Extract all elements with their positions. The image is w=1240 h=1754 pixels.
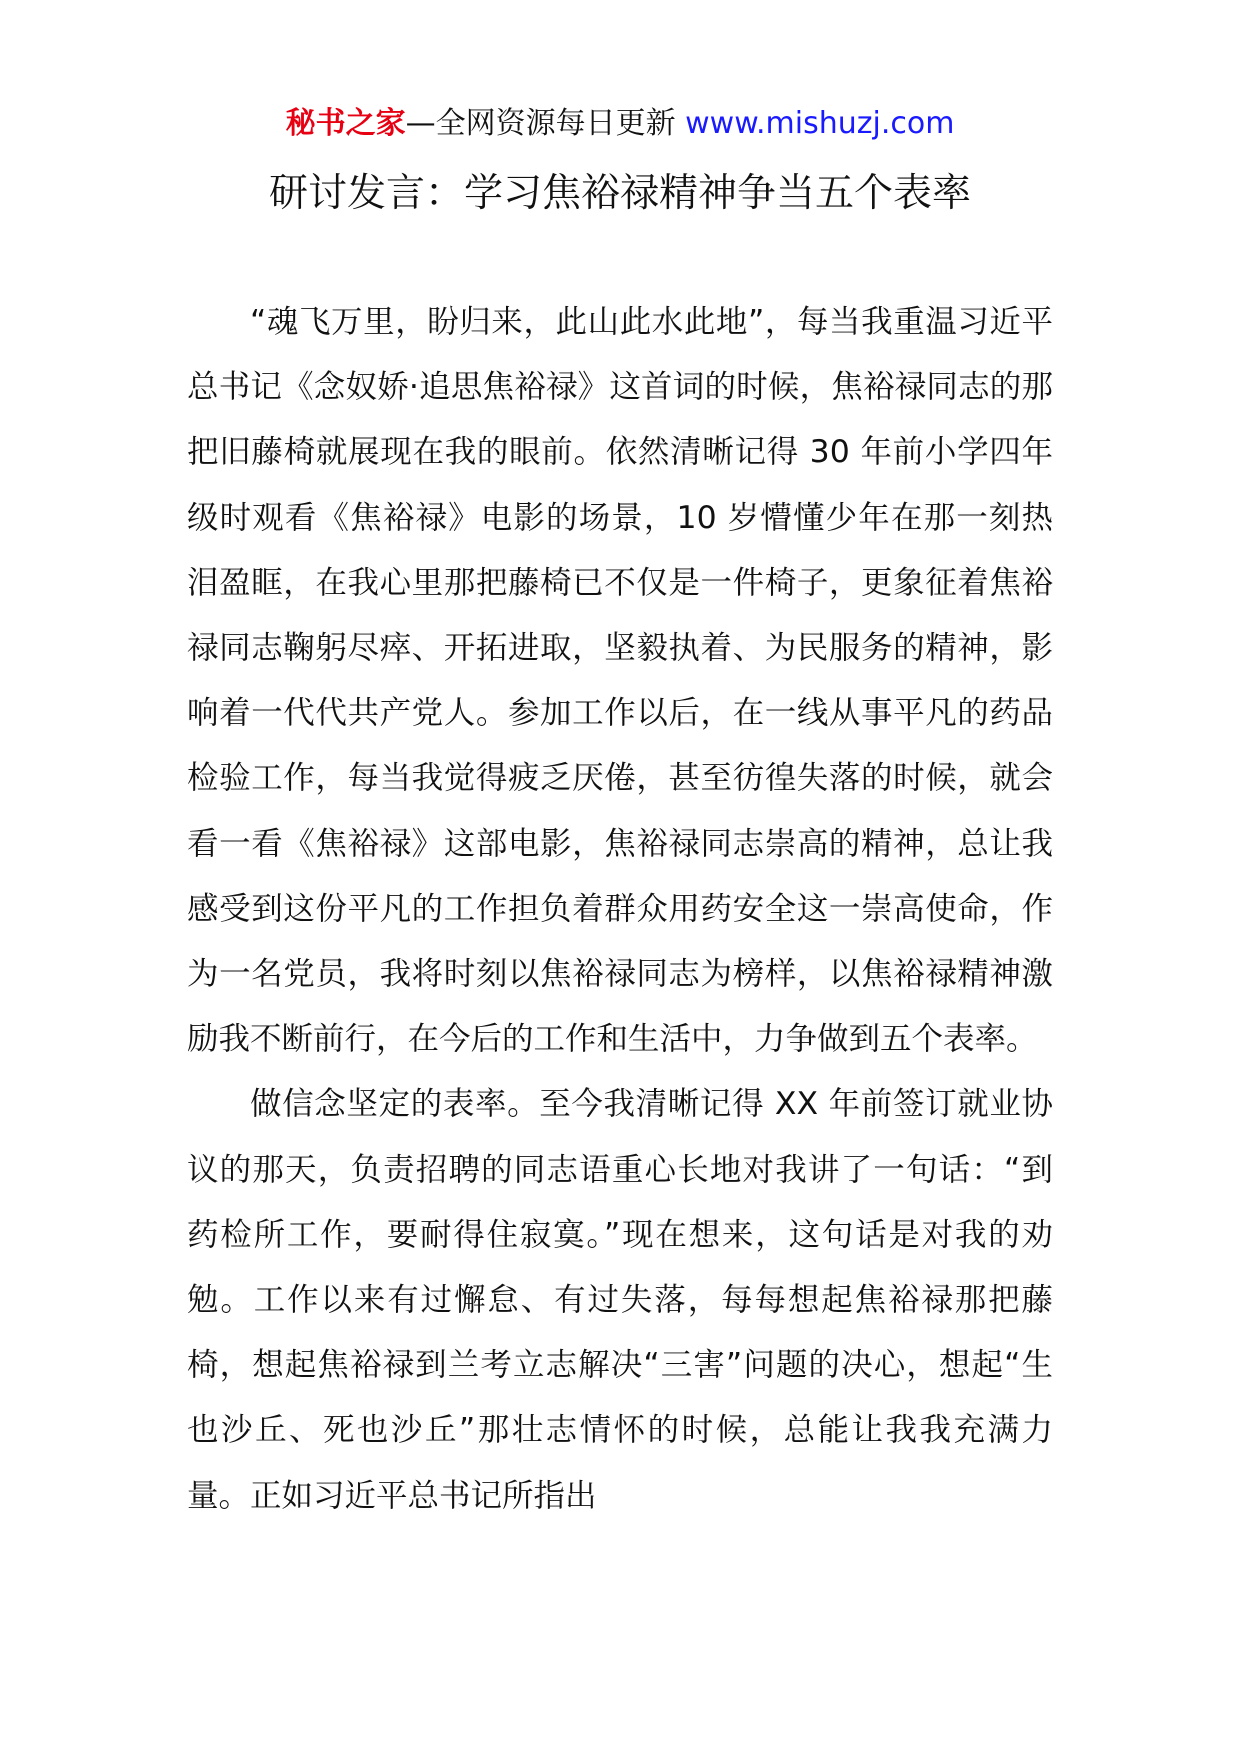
site-tagline: —全网资源每日更新 [405, 106, 676, 141]
body-paragraph-2: 做信念坚定的表率。至今我清晰记得 XX 年前签订就业协议的那天，负责招聘的同志语重心长地对我讲了一句话：“到药检所工作，要耐得住寂寞。”现在想来，这句话是对我的劝勉。工作以来有过懈怠、有过失落，每每想起焦裕禄那把藤椅，想起焦裕禄到兰考立志解决“三害”问题的决心，想起“生也沙丘、死也沙丘”那壮志情怀的时候，总能让我我充满力量。正如习近平总书记所指出 [187, 1086, 1053, 1514]
document-title: 研讨发言：学习焦裕禄精神争当五个表率 [268, 171, 971, 216]
site-url[interactable]: www.mishuzj.com [685, 106, 955, 141]
site-header [0, 100, 1240, 148]
document-body [187, 290, 1053, 1529]
body-paragraph-1: “魂飞万里，盼归来，此山此水此地”，每当我重温习近平总书记《念奴娇·追思焦裕禄》这首词的时候，焦裕禄同志的那把旧藤椅就展现在我的眼前。依然清晰记得 30 年前小学四年级时观看《焦裕禄》电影的场景，10 岁懵懂少年在那一刻热泪盈眶，在我心里那把藤椅已不仅是一件椅子，更象征着焦裕禄同志鞠躬尽瘁、开拓进取，坚毅执着、为民服务的精神，影响着一代代共产党人。参加工作以后，在一线从事平凡的药品检验工作，每当我觉得疲乏厌倦，甚至彷徨失落的时候，就会看一看《焦裕禄》这部电影，焦裕禄同志崇高的精神，总让我感受到这份平凡的工作担负着群众用药安全这一崇高使命，作为一名党员，我将时刻以焦裕禄同志为榜样，以焦裕禄精神激励我不断前行，在今后的工作和生活中，力争做到五个表率。 [187, 304, 1053, 1058]
site-brand: 秘书之家 [285, 106, 406, 141]
